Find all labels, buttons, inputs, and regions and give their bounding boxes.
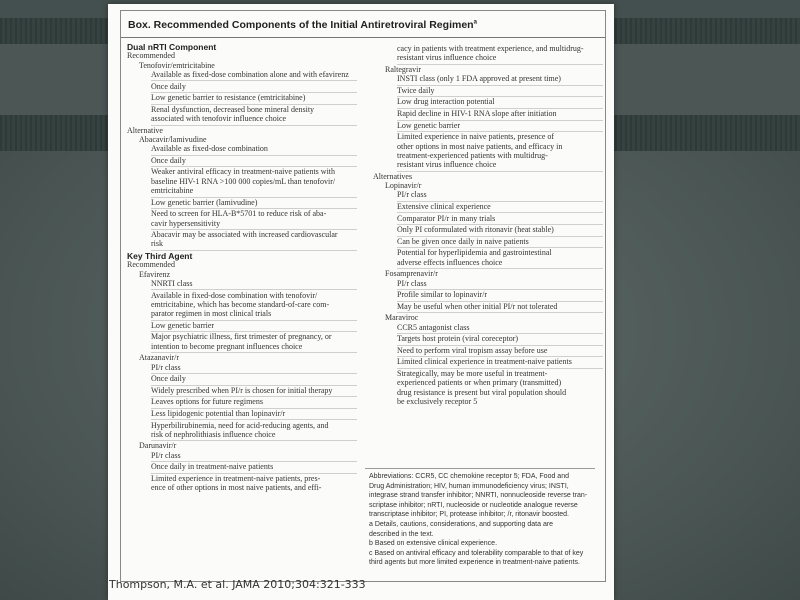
footnote-rule [365, 468, 595, 469]
bullet-line: Need to perform viral tropism assay before use [397, 345, 548, 355]
box-title-sup: a [473, 19, 477, 26]
subsection-label: Alternative [127, 125, 163, 135]
bullet-line: associated with tenofovir influence choice [151, 114, 287, 123]
footnote-line: a Details, cautions, considerations, and supporting data are [369, 521, 554, 528]
bullet-line: Only PI coformulated with ritonavir (heat stable) [397, 225, 554, 235]
bullet-line: emtricitabine [151, 186, 194, 195]
section-heading: Key Third Agent [127, 251, 193, 261]
bullet-line: Extensive clinical experience [397, 201, 491, 211]
bullet-line: Available as fixed-dose combination [151, 144, 268, 154]
bullet-line: Low genetic barrier to resistance (emtricitabine) [151, 93, 306, 103]
bullet-line: Once daily [151, 155, 186, 165]
document-page [108, 4, 614, 600]
bullet-line: Available as fixed-dose combination alone and with efavirenz [151, 69, 349, 79]
bullet-line: risk of nephrolithiasis influence choice [151, 429, 276, 439]
bullet-line: May be useful when other initial PI/r not tolerated [397, 301, 558, 311]
bullet-line: Need to screen for HLA-B*5701 to reduce risk of aba- [151, 209, 327, 219]
bullet-line: CCR5 antagonist class [397, 322, 470, 332]
bullet-line: resistant virus influence choice [397, 160, 497, 170]
drug-name: Atazanavir/r [139, 353, 179, 363]
bullet-line: adverse effects influences choice [397, 257, 503, 267]
bullet-line: Limited experience in naive patients, presence of [397, 132, 555, 142]
footnote-line: c Based on antiviral efficacy and tolerability comparable to that of key [369, 549, 584, 557]
bullet-line: Weaker antiviral efficacy in treatment-naive patients with [151, 167, 336, 177]
bullet-line: other options in most naive patients, and efficacy in [397, 141, 563, 151]
bullet-line: Once daily [151, 81, 186, 91]
bullet-line: Low drug interaction potential [397, 97, 495, 107]
footnote-line: described in the text. [369, 530, 434, 538]
bullet-line: Leaves options for future regimens [151, 397, 263, 407]
bullet-line: Can be given once daily in naive patients [397, 236, 529, 246]
bullet-line: Hyperbilirubinemia, need for acid-reducing agents, and [151, 420, 329, 430]
subsection-label: Recommended [127, 51, 175, 61]
bullet-line: Strategically, may be more useful in treatment- [397, 369, 548, 378]
bullet-line: INSTI class (only 1 FDA approved at present time) [397, 74, 561, 84]
row-separator [397, 312, 603, 313]
row-separator [151, 440, 357, 441]
drug-name: Darunavir/r [139, 441, 177, 451]
bullet-line: Less lipidogenic potential than lopinavir/r [151, 408, 286, 418]
footnote-line: integrase strand transfer inhibitor; NNRTI, nonnucleoside reverse tran- [369, 492, 588, 500]
row-separator [397, 64, 603, 65]
bullet-line: Once daily [151, 374, 186, 384]
footnote-line: b Based on extensive clinical experience. [369, 540, 498, 548]
bullet-line: cavir hypersensitivity [151, 218, 221, 228]
bullet-line: PI/r class [397, 190, 427, 200]
bullet-line: Available in fixed-dose combination with tenofovir/ [151, 290, 318, 300]
box-frame [120, 10, 606, 582]
footnote-line: Drug Administration; HIV, human immunodeficiency virus; INSTI, [369, 482, 569, 490]
bullet-line: parator regimen in most clinical trials [151, 309, 272, 319]
bullet-line: Major psychiatric illness, first trimester of pregnancy, or [151, 332, 332, 342]
footnote-line: third agents but more limited experience in treatment-naive patients. [369, 559, 580, 567]
row-separator [151, 352, 357, 353]
drug-name: Raltegravir [385, 64, 421, 74]
bullet-line: emtricitabine, which has become standard-of-care com- [151, 299, 330, 309]
bullet-line: risk [151, 239, 163, 249]
drug-name: Tenofovir/emtricitabine [139, 60, 215, 70]
bullet-line: resistant virus influence choice [397, 53, 497, 63]
title-rule [121, 37, 605, 38]
drug-name: Abacavir/lamivudine [139, 134, 207, 144]
bullet-line: ence of other options in most naive patients, and effi- [151, 483, 322, 493]
bullet-line: Widely prescribed when PI/r is chosen for initial therapy [151, 385, 333, 395]
bullet-line: PI/r class [397, 278, 427, 288]
footnote-line: transcriptase inhibitor; PI, protease inhibitor; /r, ritonavir boosted. [369, 511, 569, 519]
bullet-line: cacy in patients with treatment experience, and multidrug- [397, 44, 584, 53]
bullet-line: experienced patients or when primary (transmitted) [397, 378, 562, 388]
row-separator [151, 125, 357, 126]
box-title [128, 19, 477, 31]
bullet-line: Abacavir may be associated with increased cardiovascular [151, 230, 338, 240]
drug-name: Maraviroc [385, 313, 419, 323]
subsection-label: Alternatives [373, 171, 413, 181]
row-separator [397, 171, 603, 172]
bullet-line: Once daily in treatment-naive patients [151, 462, 274, 472]
bullet-line: NNRTI class [151, 278, 193, 288]
bullet-line: Limited experience in treatment-naive patients, pres- [151, 473, 321, 483]
bullet-line: Low genetic barrier [151, 320, 215, 330]
box-title-text: Box. Recommended Components of the Initial Antiretroviral Regimen [128, 19, 474, 31]
subsection-label: Recommended [127, 260, 175, 270]
bullet-line: Low genetic barrier [397, 120, 461, 130]
bullet-line: Low genetic barrier (lamivudine) [151, 197, 258, 207]
bullet-line: drug resistance is present but viral population should [397, 387, 567, 397]
bullet-line: Profile similar to lopinavir/r [397, 290, 487, 300]
citation: Thompson, M.A. et al. JAMA 2010;304:321-333 [109, 578, 366, 591]
bullet-line: Targets host protein (viral coreceptor) [397, 334, 519, 344]
bullet-line: PI/r class [151, 362, 181, 372]
bullet-line: treatment-experienced patients with multidrug- [397, 150, 548, 160]
drug-name: Efavirenz [139, 269, 171, 279]
section-heading: Dual nRTI Component [127, 42, 217, 52]
bullet-line: Rapid decline in HIV-1 RNA slope after initiation [397, 109, 557, 118]
bullet-line: intention to become pregnant influences choice [151, 341, 303, 351]
footnote-line: scriptase inhibitor; nRTI, nucleoside or nucleotide analogue reverse [369, 501, 578, 509]
bullet-line: Comparator PI/r in many trials [397, 213, 496, 223]
bullet-line: Renal dysfunction, decreased bone mineral density [151, 104, 315, 114]
drug-name: Lopinavir/r [385, 181, 422, 190]
bullet-line: Twice daily [397, 85, 435, 95]
bullet-line: baseline HIV-1 RNA >100 000 copies/mL than tenofovir/ [151, 176, 336, 186]
bullet-line: Limited clinical experience in treatment-naive patients [397, 357, 572, 367]
drug-name: Fosamprenavir/r [385, 269, 438, 279]
bullet-line: be exclusively receptor 5 [397, 396, 478, 406]
bullet-line: PI/r class [151, 450, 181, 460]
bullet-line: Potential for hyperlipidemia and gastrointestinal [397, 248, 552, 258]
footnote-line: Abbreviations: CCR5, CC chemokine receptor 5; FDA, Food and [369, 473, 569, 480]
